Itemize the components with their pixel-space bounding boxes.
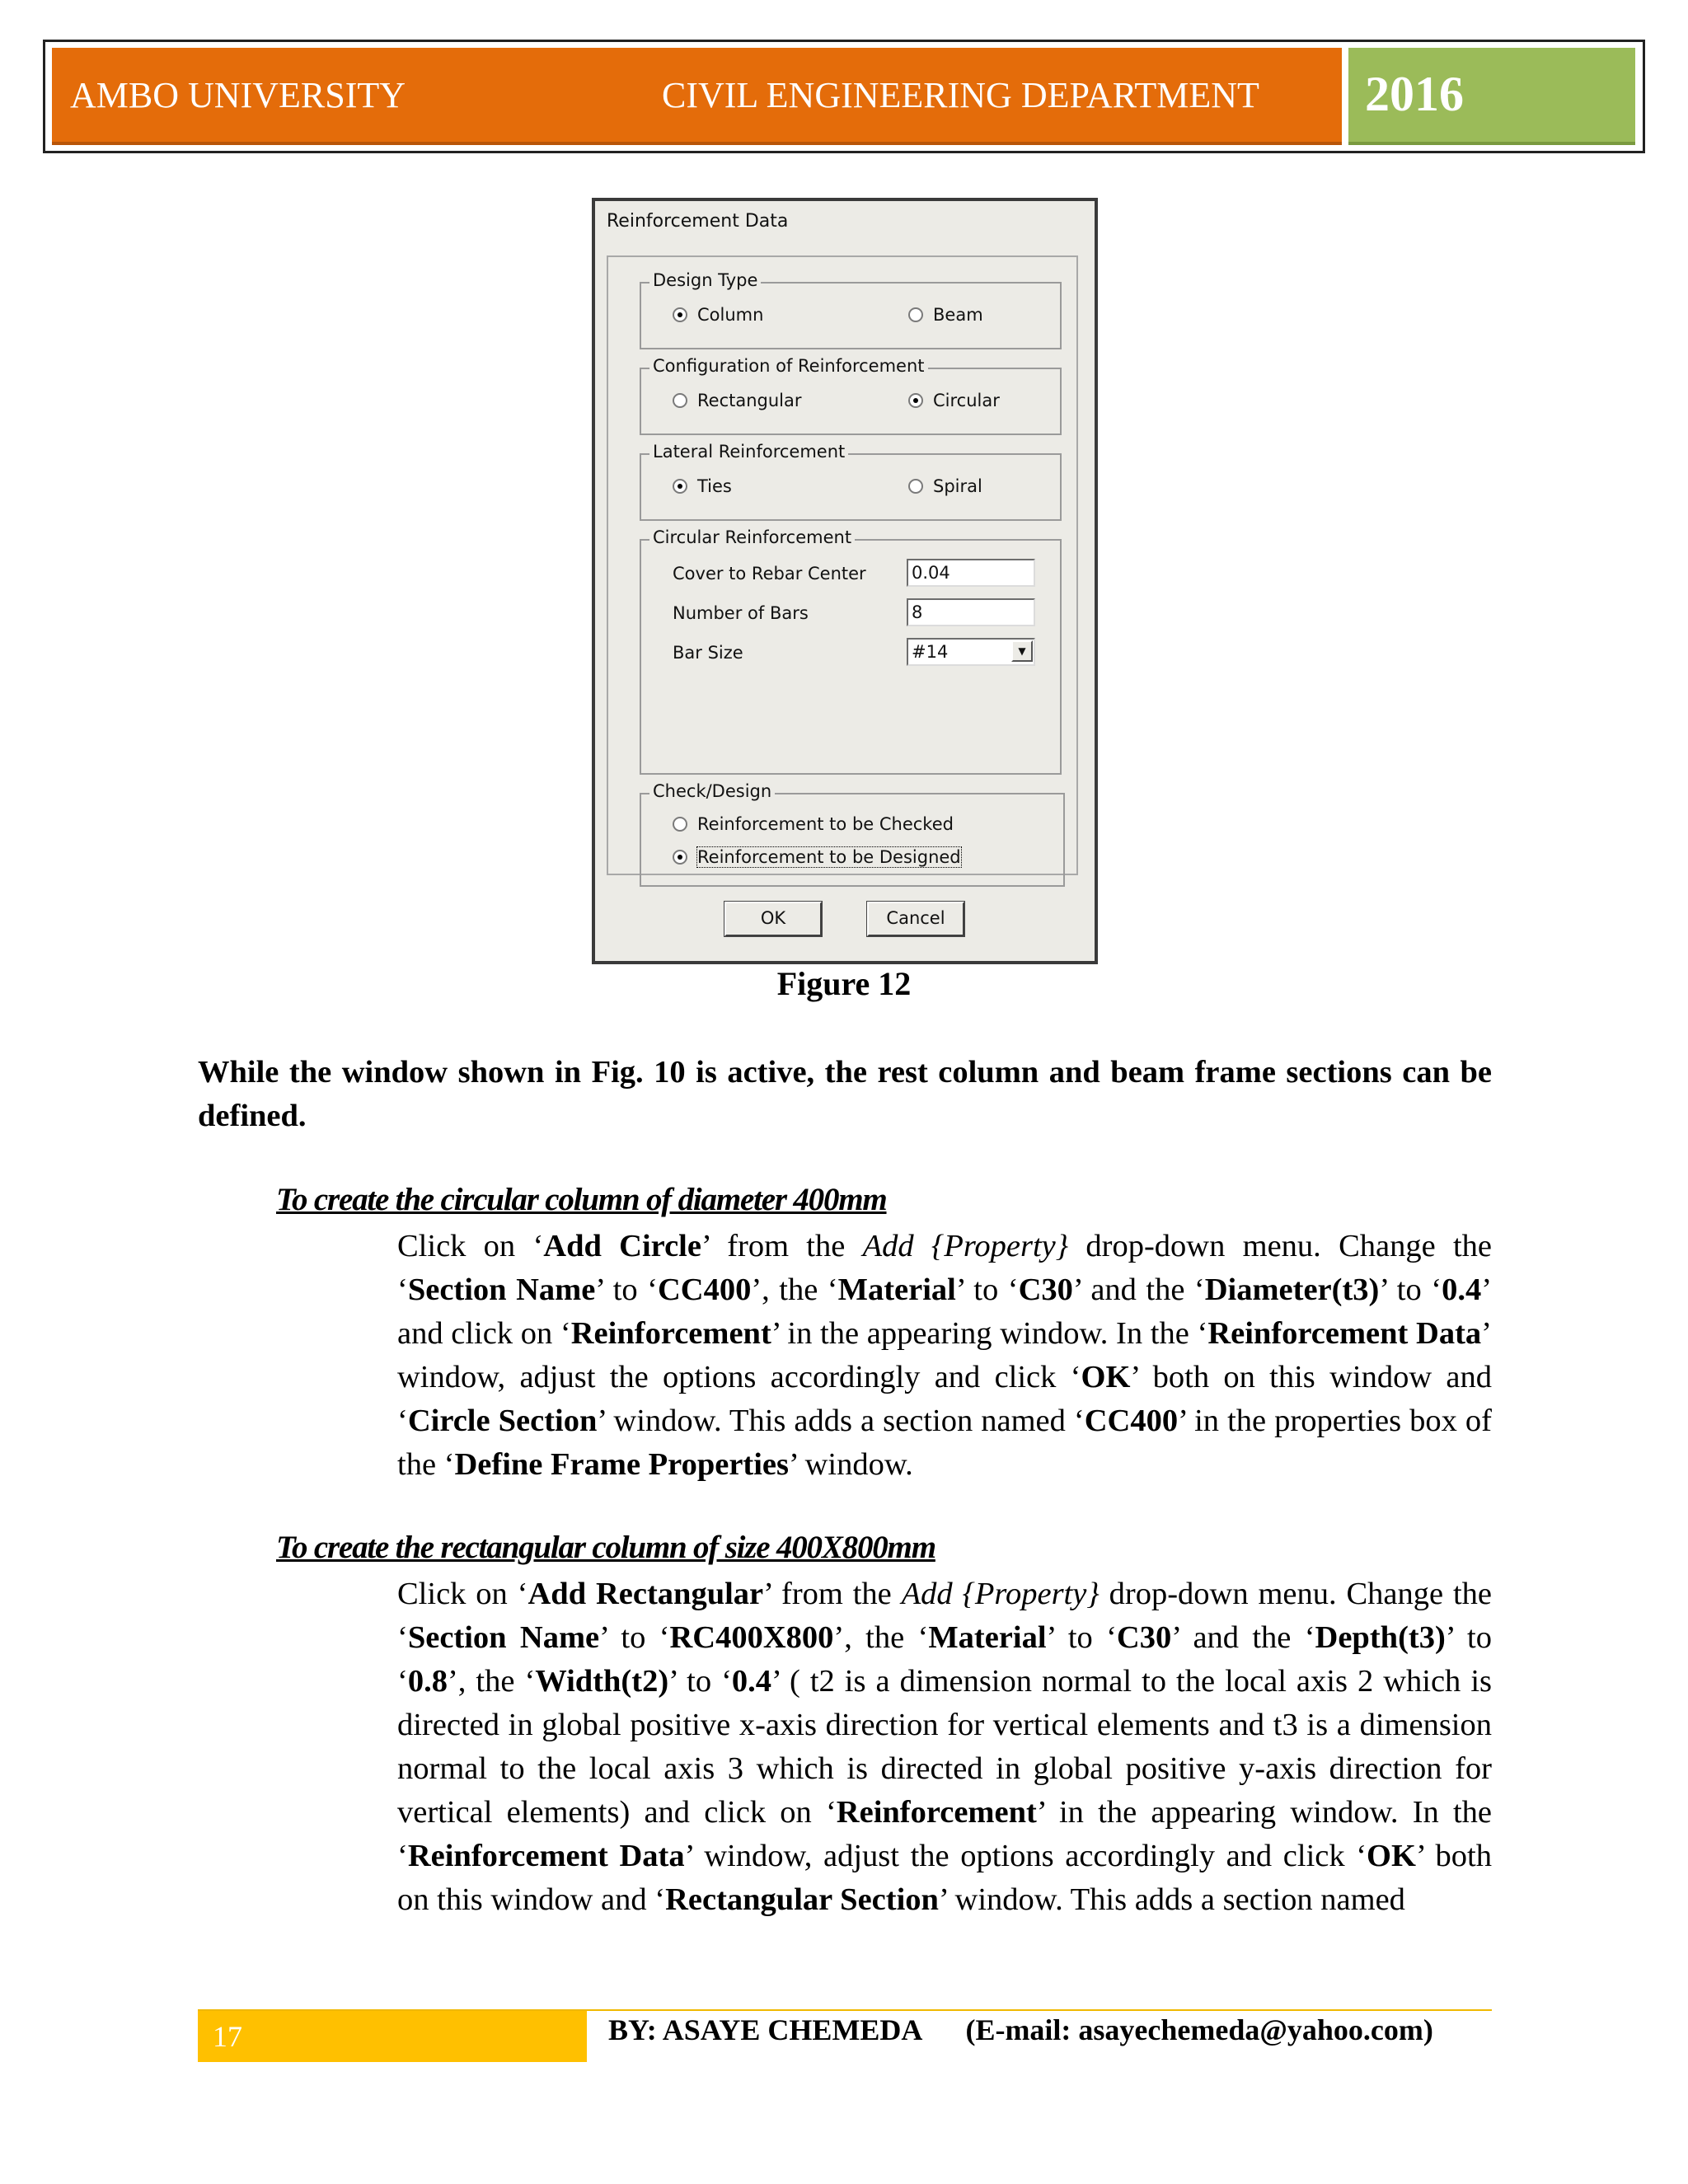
header-department: CIVIL ENGINEERING DEPARTMENT	[662, 75, 1259, 115]
radio-selected-icon	[673, 479, 687, 494]
dialog-title: Reinforcement Data	[607, 211, 789, 232]
radio-beam[interactable]	[908, 305, 983, 325]
radio-selected-icon	[673, 307, 687, 322]
header-university: AMBO UNIVERSITY	[70, 75, 406, 115]
bar-size-label: Bar Size	[673, 643, 743, 663]
circular-legend: Circular Reinforcement	[649, 527, 855, 547]
radio-ties[interactable]	[673, 476, 732, 496]
configuration-group	[640, 356, 1062, 435]
radio-spiral[interactable]	[908, 476, 982, 496]
design-type-legend: Design Type	[649, 270, 761, 290]
radio-column-label: Column	[697, 305, 764, 325]
radio-beam-label: Beam	[933, 305, 983, 325]
rectangular-column-instructions: Click on ‘Add Rectangular’ from the Add {Property} drop-down menu. Change the ‘Section Name’ to ‘RC400X800’, the ‘Material’ to ‘C30’ and the ‘Depth(t3)’ to ‘0.8’, the ‘Width(t2)’ to ‘0.4’ ( t2 is a dimension normal to the local axis 2 which is directed in global positive x-axis direction for vertical elements and t3 is a dimension normal to the local axis 3 which is directed in global positive y-axis direction for vertical elements) and click on ‘Reinforcement’ in the appearing window. In the ‘Reinforcement Data’ window, adjust the options accordingly and click ‘OK’ both on this window and ‘Rectangular Section’ window. This adds a section named	[397, 1577, 1493, 1917]
radio-unselected-icon	[908, 307, 923, 322]
intro-paragraph: While the window shown in Fig. 10 is active, the rest column and beam frame sections can be defined.	[198, 1055, 1492, 1133]
radio-circular[interactable]	[908, 391, 1000, 410]
bar-size-select[interactable]	[907, 638, 1035, 666]
radio-column[interactable]	[673, 305, 763, 325]
configuration-legend: Configuration of Reinforcement	[649, 356, 928, 376]
radio-rectangular-label: Rectangular	[697, 391, 802, 410]
number-of-bars-input[interactable]: 8	[907, 598, 1035, 626]
lateral-reinforcement-group	[640, 442, 1062, 521]
section-heading-circular: To create the circular column of diameter 400mm	[276, 1182, 887, 1217]
check-design-legend: Check/Design	[649, 781, 775, 801]
radio-reinforcement-designed[interactable]	[673, 847, 961, 867]
radio-spiral-label: Spiral	[933, 476, 982, 496]
figure-caption: Figure 12	[776, 965, 912, 1002]
number-of-bars-label: Number of Bars	[673, 603, 809, 623]
page-header-banner	[52, 48, 1342, 145]
radio-unselected-icon	[908, 479, 923, 494]
radio-circular-label: Circular	[933, 391, 1000, 410]
radio-ties-label: Ties	[697, 476, 732, 496]
cover-label: Cover to Rebar Center	[673, 564, 866, 583]
radio-designed-label: Reinforcement to be Designed	[697, 847, 961, 867]
lateral-legend: Lateral Reinforcement	[649, 442, 848, 462]
radio-selected-icon	[673, 850, 687, 865]
footer-author: BY: ASAYE CHEMEDA	[608, 2013, 921, 2046]
radio-selected-icon	[908, 393, 923, 408]
chevron-down-icon[interactable]: ▼	[1011, 640, 1033, 662]
check-design-group	[640, 781, 1065, 887]
radio-reinforcement-checked[interactable]	[673, 814, 954, 834]
footer-email: (E-mail: asayechemeda@yahoo.com)	[965, 2013, 1433, 2046]
radio-unselected-icon	[673, 393, 687, 408]
circular-column-instructions: Click on ‘Add Circle’ from the Add {Property} drop-down menu. Change the ‘Section Name’ to ‘CC400’, the ‘Material’ to ‘C30’ and the ‘Diameter(t3)’ to ‘0.4’ and click on ‘Reinforcement’ in the appearing window. In the ‘Reinforcement Data’ window, adjust the options accordingly and click ‘OK’ both on this window and ‘Circle Section’ window. This adds a section named ‘CC400’ in the properties box of the ‘Define Frame Properties’ window.	[397, 1229, 1493, 1482]
reinforcement-data-dialog	[592, 198, 1098, 964]
page-number: 17	[213, 2020, 242, 2053]
radio-unselected-icon	[673, 817, 687, 832]
dialog-content-frame	[607, 255, 1078, 875]
header-year-box	[1348, 48, 1635, 145]
circular-reinforcement-group	[640, 527, 1062, 775]
bar-size-value: #14	[912, 642, 949, 662]
radio-rectangular[interactable]	[673, 391, 802, 410]
footer-page-box	[198, 2011, 587, 2062]
ok-button[interactable]: OK	[724, 902, 822, 936]
cover-input[interactable]: 0.04	[907, 559, 1035, 587]
design-type-group	[640, 270, 1062, 349]
cancel-button[interactable]: Cancel	[867, 902, 964, 936]
section-heading-rectangular: To create the rectangular column of size 400X800mm	[276, 1530, 935, 1565]
header-year: 2016	[1365, 67, 1464, 121]
radio-checked-label: Reinforcement to be Checked	[697, 814, 954, 834]
footer-credit	[608, 2013, 1433, 2047]
